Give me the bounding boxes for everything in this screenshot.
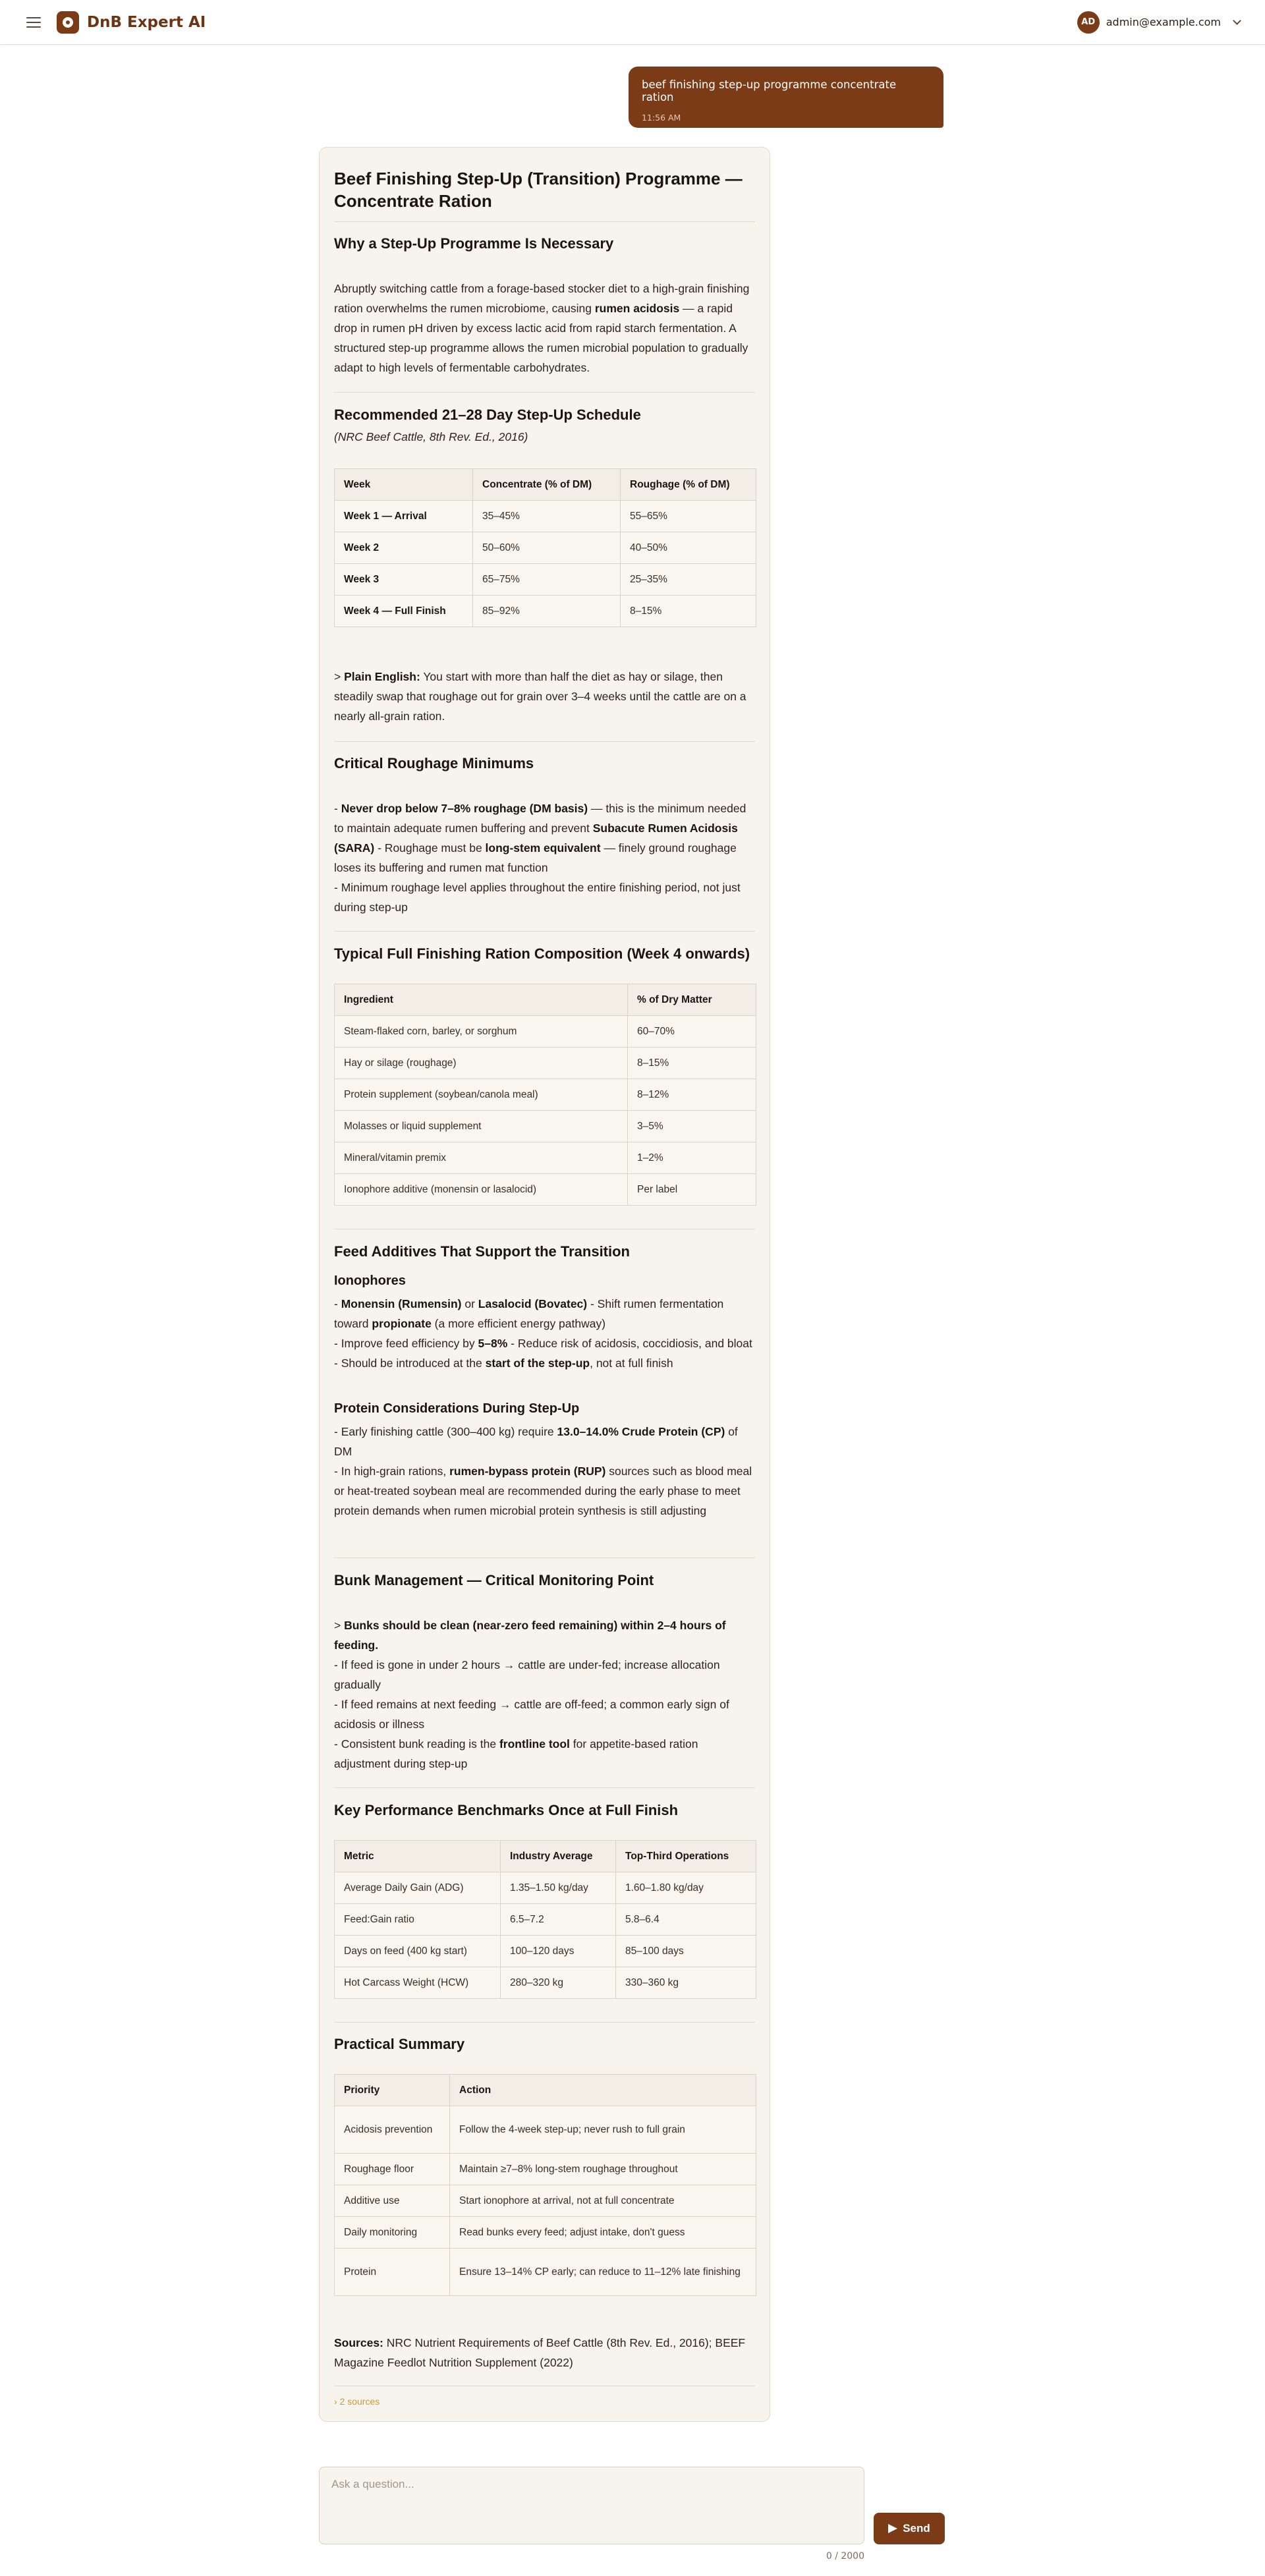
table-row: Roughage floor Maintain ≥7–8% long-stem roughage throughout	[335, 2154, 756, 2185]
send-label: Send	[903, 2522, 930, 2534]
divider	[334, 931, 755, 932]
hamburger-menu-icon[interactable]	[25, 15, 42, 30]
section-heading-additives: Feed Additives That Support the Transition	[334, 1243, 630, 1260]
table-row: Week 4 — Full Finish 85–92% 8–15%	[335, 596, 756, 627]
table-row: Mineral/vitamin premix 1–2%	[335, 1142, 756, 1174]
user-message-bubble	[629, 67, 943, 128]
table-row: Hot Carcass Weight (HCW) 280–320 kg 330–360 kg	[335, 1967, 756, 1999]
character-counter: 0 / 2000	[826, 2551, 864, 2562]
subheading-ionophores: Ionophores	[334, 1274, 406, 1288]
table-row: Week 3 65–75% 25–35%	[335, 564, 756, 596]
table-row: Hay or silage (roughage) 8–15%	[335, 1048, 756, 1079]
assistant-answer-card	[319, 147, 770, 2422]
divider	[334, 741, 755, 742]
plain-english-note: > Plain English: You start with more than half the diet as hay or silage, then steadily swap that roughage out for grain over 3–4 weeks until the cattle are on a nearly all-grain ration.	[334, 670, 746, 723]
bunk-list: > Bunks should be clean (near-zero feed remaining) within 2–4 hours of feeding. - If feed is gone in under 2 hours → cattle are under-fed; increase allocation gradually - If feed remains at next feeding → cattle are off-feed; a common early sign of acidosis or illness - Consistent bunk reading is the frontline tool for appetite-based ration adjustment during step-up	[334, 1619, 729, 1770]
send-icon	[888, 2524, 897, 2533]
table-row: Protein Ensure 13–14% CP early; can reduce to 11–12% late finishing	[335, 2249, 756, 2296]
section-heading-schedule: Recommended 21–28 Day Step-Up Schedule	[334, 406, 641, 423]
schedule-table	[334, 468, 756, 627]
table-row: Average Daily Gain (ADG) 1.35–1.50 kg/day 1.60–1.80 kg/day	[335, 1872, 756, 1904]
section-heading-summary: Practical Summary	[334, 2036, 465, 2052]
app-title: DnB Expert AI	[87, 13, 206, 31]
send-button[interactable]	[874, 2513, 945, 2544]
schedule-citation: (NRC Beef Cattle, 8th Rev. Ed., 2016)	[334, 430, 528, 443]
table-header-row: Week Concentrate (% of DM) Roughage (% of DM)	[335, 469, 756, 501]
sources-note: Sources: NRC Nutrient Requirements of Beef Cattle (8th Rev. Ed., 2016); BEEF Magazine Feedlot Nutrition Supplement (2022)	[334, 2336, 746, 2369]
table-row: Steam-flaked corn, barley, or sorghum 60–70%	[335, 1016, 756, 1048]
section-heading-roughage: Critical Roughage Minimums	[334, 755, 534, 771]
answer-title: Beef Finishing Step-Up (Transition) Programme — Concentrate Ration	[334, 169, 743, 211]
subheading-protein: Protein Considerations During Step-Up	[334, 1401, 580, 1416]
table-row: Molasses or liquid supplement 3–5%	[335, 1111, 756, 1142]
table-row: Acidosis prevention Follow the 4-week step-up; never rush to full grain	[335, 2106, 756, 2154]
user-message-time: 11:56 AM	[642, 113, 681, 123]
divider	[334, 392, 755, 393]
why-paragraph: Abruptly switching cattle from a forage-based stocker diet to a high-grain finishing ration overwhelms the rumen microbiome, causing rumen acidosis — a rapid drop in rumen pH driven by excess lactic acid from rapid starch fermentation. A structured step-up programme allows the rumen microbial population to gradually adapt to high levels of fermentable carbohydrates.	[334, 282, 750, 374]
chevron-down-icon	[1233, 16, 1241, 25]
section-heading-ration: Typical Full Finishing Ration Composition (Week 4 onwards)	[334, 945, 750, 962]
table-row: Additive use Start ionophore at arrival, not at full concentrate	[335, 2185, 756, 2217]
summary-table	[334, 2074, 756, 2296]
table-header-row: Priority Action	[335, 2075, 756, 2106]
benchmarks-table	[334, 1840, 756, 1999]
sources-toggle[interactable]: › 2 sources	[334, 2396, 380, 2407]
table-header-row: Ingredient % of Dry Matter	[335, 984, 756, 1016]
divider	[334, 1787, 755, 1788]
section-heading-benchmarks: Key Performance Benchmarks Once at Full Finish	[334, 1802, 679, 1818]
user-menu[interactable]	[1077, 11, 1243, 34]
table-row: Daily monitoring Read bunks every feed; adjust intake, don't guess	[335, 2217, 756, 2249]
table-header-row: Metric Industry Average Top-Third Operations	[335, 1841, 756, 1872]
table-row: Week 1 — Arrival 35–45% 55–65%	[335, 501, 756, 532]
table-row: Feed:Gain ratio 6.5–7.2 5.8–6.4	[335, 1904, 756, 1936]
ration-table	[334, 984, 756, 1206]
top-bar	[0, 0, 1265, 45]
table-row: Protein supplement (soybean/canola meal) 8–12%	[335, 1079, 756, 1111]
divider	[334, 1557, 755, 1558]
divider	[334, 221, 755, 222]
avatar: AD	[1077, 11, 1100, 34]
roughage-list: - Never drop below 7–8% roughage (DM basis) — this is the minimum needed to maintain adequate rumen buffering and prevent Subacute Rumen Acidosis (SARA) - Roughage must be long-stem equivalent — finely ground roughage loses its buffering and rumen mat function - Minimum roughage level applies throughout the entire finishing period, not just during step-up	[334, 802, 746, 914]
table-row: Week 2 50–60% 40–50%	[335, 532, 756, 564]
app-logo-icon	[57, 11, 79, 34]
table-row: Ionophore additive (monensin or lasalocid) Per label	[335, 1174, 756, 1206]
question-input[interactable]	[319, 2467, 864, 2544]
user-email: admin@example.com	[1106, 16, 1221, 28]
section-heading-bunk: Bunk Management — Critical Monitoring Point	[334, 1572, 654, 1588]
table-row: Days on feed (400 kg start) 100–120 days 85–100 days	[335, 1936, 756, 1967]
divider	[334, 2022, 755, 2023]
protein-list: - Early finishing cattle (300–400 kg) require 13.0–14.0% Crude Protein (CP) of DM - In high-grain rations, rumen-bypass protein (RUP) sources such as blood meal or heat-treated soybean meal are recommended during the early phase to meet protein demands when rumen microbial protein synthesis is still adjusting	[334, 1425, 752, 1517]
ionophores-list: - Monensin (Rumensin) or Lasalocid (Bovatec) - Shift rumen fermentation toward propionate (a more efficient energy pathway) - Improve feed efficiency by 5–8% - Reduce risk of acidosis, coccidiosis, and bloat - Should be introduced at the start of the step-up, not at full finish	[334, 1297, 752, 1370]
section-heading-why: Why a Step-Up Programme Is Necessary	[334, 235, 614, 252]
user-message-text: beef finishing step-up programme concentrate ration	[642, 78, 897, 103]
